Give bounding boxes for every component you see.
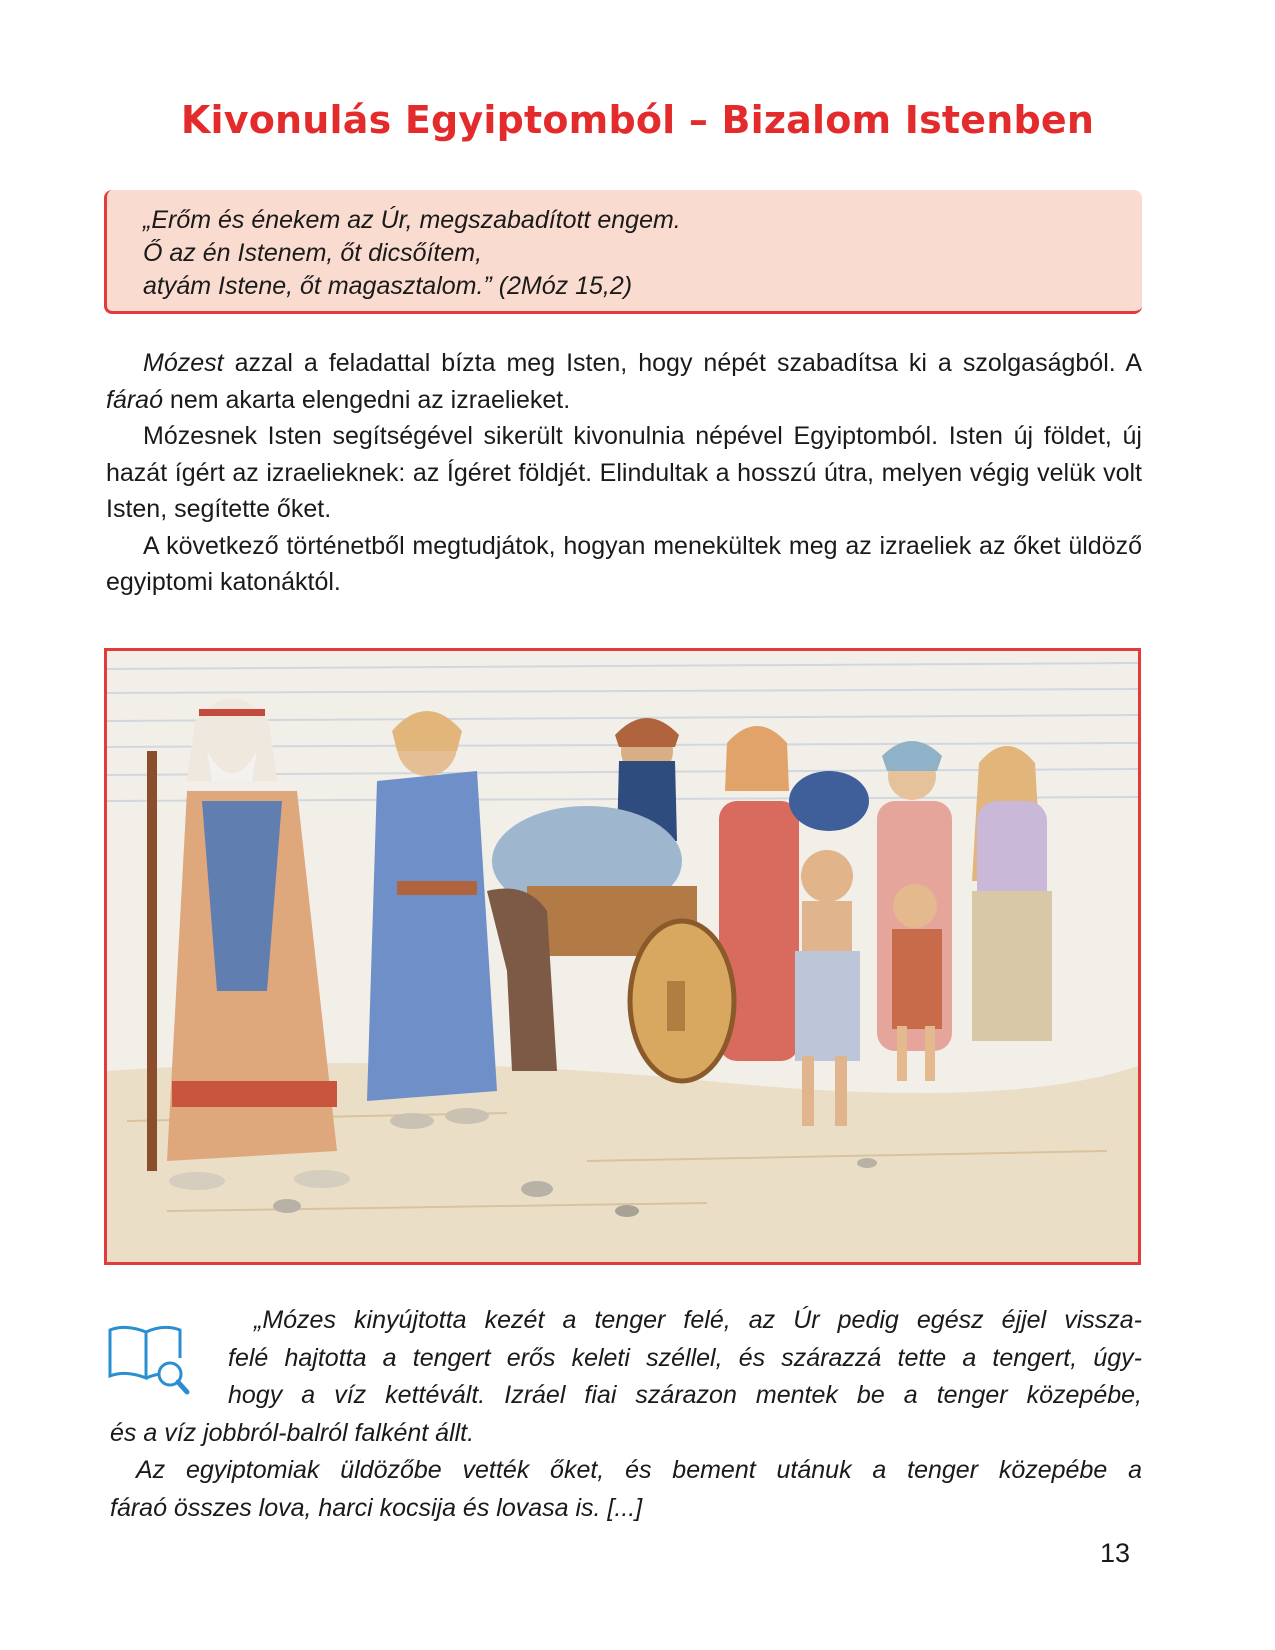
page-number: 13 <box>1100 1538 1131 1568</box>
scripture-line: Az egyiptomiak üldözőbe vették őket, és bement utánuk a tenger közepébe a <box>136 1456 1142 1484</box>
scripture-line: felé hajtotta a tengert erős keleti széllel, és szárazzá tette a tengert, úgy- <box>228 1343 1142 1372</box>
body-text <box>106 345 1142 601</box>
motto-line: atyám Istene, őt magasztalom.” (2Móz 15,2) <box>143 272 633 300</box>
paragraph-text: nem akarta elengedni az izraelieket. <box>162 385 571 414</box>
scripture-line: hogy a víz kettévált. Izráel fiai szárazon mentek be a tenger közepébe, <box>228 1381 1142 1409</box>
scripture-quote <box>110 1302 1142 1527</box>
scripture-line: „Mózes kinyújtotta kezét a tenger felé, az Úr pedig egész éjjel vissza- <box>254 1306 1142 1334</box>
paragraph-text: azzal a feladattal bízta meg Isten, hogy népét szabadítsa ki a szolgaságból. A <box>223 349 1142 377</box>
motto-line: „Erőm és énekem az Úr, megszabadított engem. <box>143 206 681 234</box>
motto-line: Ő az én Istenem, őt dicsőítem, <box>143 239 483 267</box>
exodus-drawing <box>107 651 1138 1262</box>
illustration-exodus <box>104 648 1141 1265</box>
paragraph: Mózesnek Isten segítségével sikerült kivonulnia népével Egyiptomból. Isten új földet, új hazát ígért az izraelieknek: az Ígéret földjét. Elindultak a hosszú útra, melyen végig velük volt Isten, segítette őket. <box>106 422 1142 523</box>
scripture-line: és a víz jobbról-balról falként állt. <box>110 1418 475 1447</box>
scripture-line: fáraó összes lova, harci kocsija és lovasa is. [...] <box>110 1493 643 1522</box>
page-title: Kivonulás Egyiptomból – Bizalom Istenben <box>180 98 1095 142</box>
emphasis: Mózest <box>143 349 224 377</box>
emphasis: fáraó <box>106 385 163 414</box>
paragraph <box>106 345 1142 418</box>
paragraph: A következő történetből megtudjátok, hogyan menekültek meg az izraeliek az őket üldöző egyiptomi katonáktól. <box>106 531 1142 596</box>
motto-box <box>104 190 1142 314</box>
